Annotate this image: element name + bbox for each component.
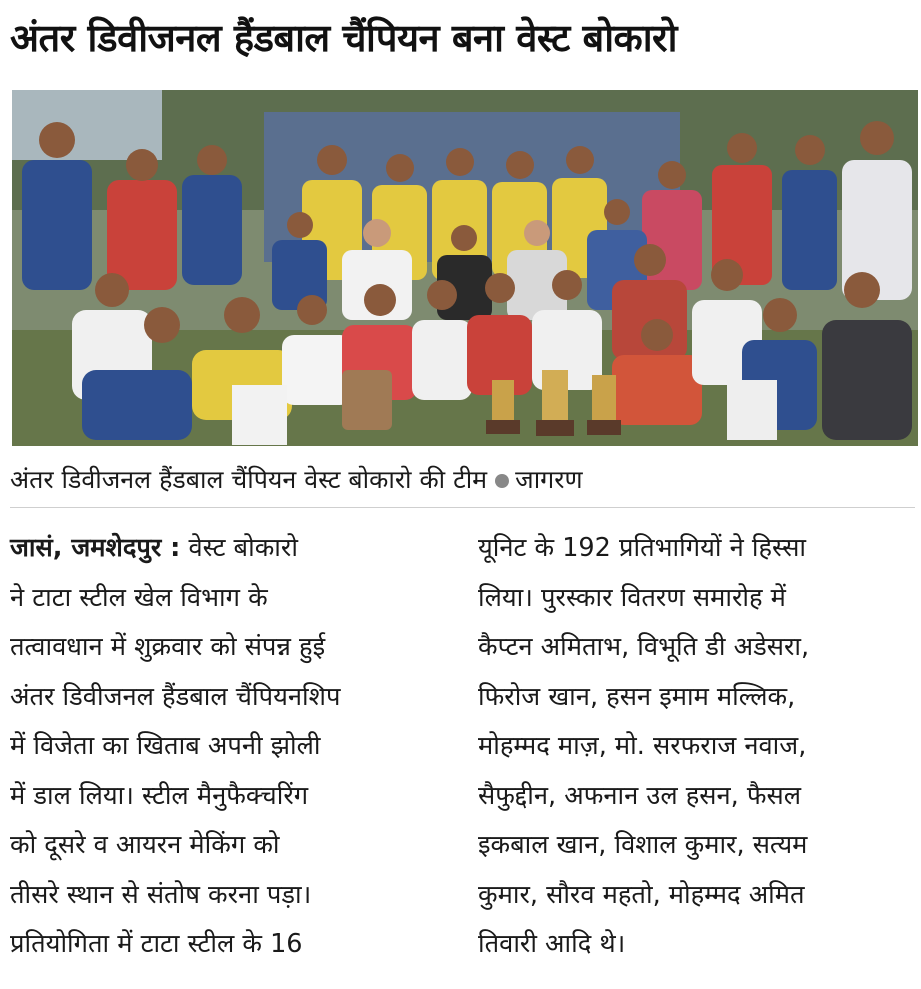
article-line: तत्वावधान में शुक्रवार को संपन्न हुई [10,632,326,662]
caption-text: अंतर डिवीजनल हैंडबाल चैंपियन वेस्ट बोकारो की टीम [10,465,488,494]
article-line: को दूसरे व आयरन मेकिंग को [10,830,280,860]
headline: अंतर डिवीजनल हैंडबाल चैंपियन बना वेस्ट बोकारो [10,16,677,60]
caption-divider [10,507,915,508]
article-line: यूनिट के 192 प्रतिभागियों ने हिस्सा [478,533,807,563]
team-photo-illustration [12,90,918,446]
article-column-left [10,524,455,970]
photo-caption [10,462,915,498]
article-line: इकबाल खान, विशाल कुमार, सत्यम [478,830,808,860]
article-line: कैप्टन अमिताभ, विभूति डी अडेसरा, [478,632,810,662]
team-photo [12,90,918,446]
caption-source: जागरण [515,465,583,494]
article-line: सैफुद्दीन, अफनान उल हसन, फैसल [478,780,802,811]
article-line: अंतर डिवीजनल हैंडबाल चैंपियनशिप [10,681,341,712]
article-line: फिरोज खान, हसन इमाम मल्लिक, [478,681,796,712]
dateline: जासं, जमशेदपुर : [10,533,181,563]
article-line: तिवारी आदि थे। [478,929,626,959]
article-line: प्रतियोगिता में टाटा स्टील के 16 [10,929,303,959]
article-line: जासं, जमशेदपुर : वेस्ट बोकारो [10,533,298,563]
article-line: मोहम्मद माज़, मो. सरफराज नवाज, [478,731,807,761]
article-line: कुमार, सौरव महतो, मोहम्मद अमित [478,879,805,910]
bullet-icon [495,474,509,488]
article-line: में विजेता का खिताब अपनी झोली [10,731,321,761]
article-line: में डाल लिया। स्टील मैनुफैक्चरिंग [10,780,309,811]
article-line: ने टाटा स्टील खेल विभाग के [10,582,268,613]
article-line: लिया। पुरस्कार वितरण समारोह में [478,582,786,613]
article-line: तीसरे स्थान से संतोष करना पड़ा। [10,879,312,910]
article-column-right [478,524,918,970]
